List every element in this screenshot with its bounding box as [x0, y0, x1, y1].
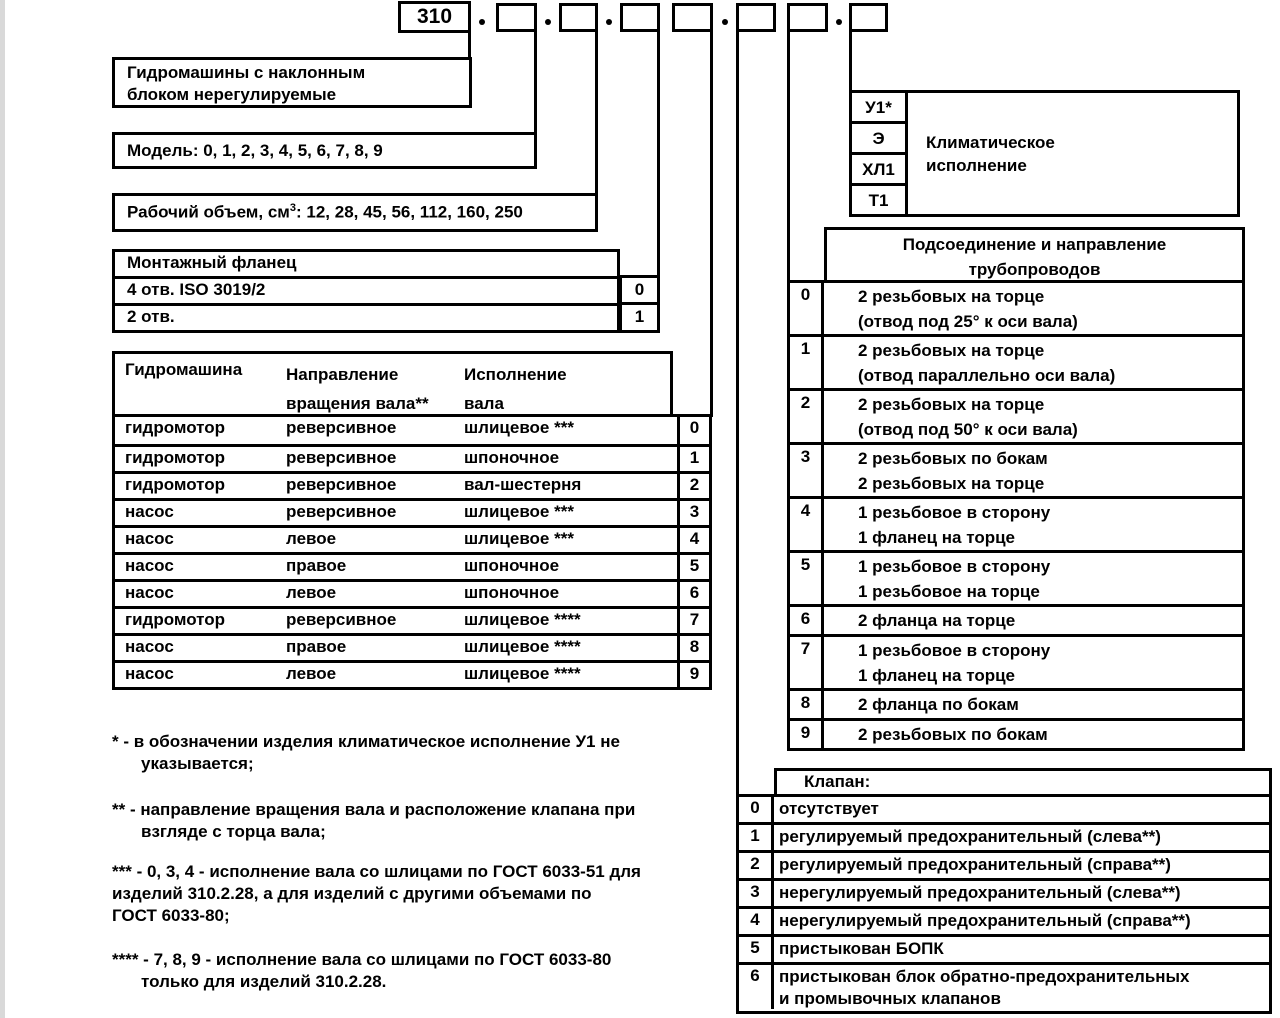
table-row: гидромотор реверсивное вал-шестерня 2 [115, 471, 709, 498]
row-desc: 2 резьбовых на торце (отвод под 25° к оси вала) [858, 287, 1078, 331]
row-desc: 2 фланца на торце [858, 611, 1016, 630]
pipes-title-line2: трубопроводов [968, 260, 1101, 279]
row-code: 9 [677, 663, 709, 687]
climate-label-line1: Климатическое [926, 132, 1055, 152]
table-row [790, 388, 1242, 442]
row-desc: 2 резьбовых по бокам [858, 725, 1048, 744]
col-header-rotation: Направление вращения вала** [286, 365, 429, 413]
flange-row-label: 2 отв. [127, 307, 175, 326]
row-desc: пристыкован блок обратно-предохранительных и промывочных клапанов [779, 967, 1190, 1008]
row-code: 8 [677, 636, 709, 660]
climate-code-cell: ХЛ1 [849, 152, 908, 186]
table-row: насос реверсивное шлицевое *** 3 [115, 498, 709, 525]
table-row [739, 906, 1269, 934]
row-desc: 2 резьбовых на торце (отвод под 50° к оси вала) [858, 395, 1078, 439]
shaft-table-header [112, 351, 673, 417]
table-row [790, 604, 1242, 634]
row-code: 2 [677, 474, 709, 498]
row-code: 6 [677, 582, 709, 606]
series-code-box [398, 1, 471, 33]
row-desc: регулируемый предохранительный (слева**) [779, 827, 1161, 846]
table-row [790, 550, 1242, 604]
climate-label-line2: исполнение [926, 155, 1027, 175]
code-box-shaft [672, 3, 713, 32]
climate-code-cell: Э [849, 121, 908, 155]
connector-flange [657, 31, 660, 278]
model-box [112, 132, 537, 169]
family-box [112, 57, 472, 108]
row-code: 9 [790, 721, 824, 748]
row-desc: 1 резьбовое в сторону 1 фланец на торце [858, 503, 1051, 547]
row-code: 1 [677, 447, 709, 471]
flange-code-cell [619, 275, 660, 305]
footnote-line: *** - 0, 3, 4 - исполнение вала со шлицами по ГОСТ 6033-51 для [112, 862, 641, 881]
table-row [739, 934, 1269, 962]
row-code: 3 [739, 881, 774, 906]
flange-code: 0 [634, 280, 645, 299]
table-row: насос правое шлицевое **** 8 [115, 633, 709, 660]
connector-model [534, 31, 537, 132]
footnote-line: взгляде с торца вала; [141, 822, 326, 841]
pipes-table [787, 227, 1245, 751]
footnote-line: указывается; [141, 754, 254, 773]
footnote-4 [112, 949, 611, 993]
row-code: 0 [790, 283, 824, 334]
scan-edge-artifact [0, 0, 5, 1018]
table-row: насос левое шпоночное 6 [115, 579, 709, 606]
code-separator-dot [836, 19, 842, 25]
code-box-valve [736, 3, 776, 32]
valve-body [736, 794, 1272, 1014]
flange-title: Монтажный фланец [127, 253, 297, 272]
row-desc: пристыкован БОПК [779, 939, 944, 958]
footnote-2 [112, 799, 635, 843]
connector-valve [736, 31, 739, 771]
valve-title: Клапан: [804, 772, 871, 791]
row-code: 5 [739, 937, 774, 962]
row-desc: 1 резьбовое в сторону 1 резьбовое на торце [858, 557, 1051, 601]
row-desc: 2 резьбовых по бокам 2 резьбовых на торце [858, 449, 1048, 493]
code-separator-dot [479, 19, 485, 25]
row-code: 1 [790, 337, 824, 388]
displacement-text: Рабочий объем, $см^3$: 12, 28, 45, 56, 112, 160, 250 [127, 202, 523, 222]
table-row [790, 718, 1242, 748]
row-desc: нерегулируемый предохранительный (справа**) [779, 911, 1191, 930]
displacement-box [112, 193, 598, 232]
valve-title-cell [774, 768, 1272, 797]
table-row [790, 334, 1242, 388]
climate-code-cell: У1* [849, 90, 908, 124]
table-row [790, 283, 1242, 334]
pipes-title-cell [824, 227, 1245, 283]
table-row [739, 797, 1269, 822]
table-row [790, 634, 1242, 688]
code-box-volume [559, 3, 598, 32]
footnote-line: изделий 310.2.28, а для изделий с другими объемами по [112, 884, 592, 903]
flange-code-cell [619, 302, 660, 333]
footnote-line: * - в обозначении изделия климатическое исполнение У1 не [112, 732, 620, 751]
row-code: 0 [739, 797, 774, 822]
family-line1: Гидромашины с наклонным [127, 63, 366, 82]
table-row: гидромотор реверсивное шпоночное 1 [115, 444, 709, 471]
footnote-line: ** - направление вращения вала и расположение клапана при [112, 800, 636, 819]
row-code: 0 [677, 417, 709, 444]
code-box-model [496, 3, 537, 32]
table-row [739, 878, 1269, 906]
footnote-line: ГОСТ 6033-80; [112, 906, 230, 925]
row-code: 3 [790, 445, 824, 496]
row-code: 8 [790, 691, 824, 718]
model-text: Модель: 0, 1, 2, 3, 4, 5, 6, 7, 8, 9 [127, 140, 383, 160]
table-row [790, 688, 1242, 718]
row-code: 6 [739, 965, 774, 1009]
footnote-line: только для изделий 310.2.28. [141, 972, 387, 991]
row-desc: 2 фланца по бокам [858, 695, 1019, 714]
table-row: насос правое шпоночное 5 [115, 552, 709, 579]
code-box-pipes [787, 3, 828, 32]
row-code: 4 [790, 499, 824, 550]
code-box-flange [620, 3, 660, 32]
code-separator-dot [545, 19, 551, 25]
row-desc: регулируемый предохранительный (справа**) [779, 855, 1171, 874]
row-desc: нерегулируемый предохранительный (слева**) [779, 883, 1181, 902]
shaft-table [112, 414, 712, 690]
row-code: 2 [790, 391, 824, 442]
footnote-1 [112, 731, 620, 775]
series-code: 310 [416, 5, 453, 28]
footnote-line: **** - 7, 8, 9 - исполнение вала со шлицами по ГОСТ 6033-80 [112, 950, 612, 969]
flange-code: 1 [634, 307, 645, 326]
table-row: гидромотор реверсивное шлицевое **** 7 [115, 606, 709, 633]
table-row [739, 822, 1269, 850]
table-row [790, 442, 1242, 496]
row-desc: отсутствует [779, 799, 879, 818]
table-row [115, 303, 617, 331]
row-code: 6 [790, 607, 824, 634]
row-code: 3 [677, 501, 709, 525]
row-code: 2 [739, 853, 774, 878]
table-row: насос левое шлицевое *** 4 [115, 525, 709, 552]
climate-code-cell: Т1 [849, 183, 908, 217]
row-code: 1 [739, 825, 774, 850]
row-code: 7 [677, 609, 709, 633]
footnote-3 [112, 861, 641, 927]
family-line2: блоком нерегулируемые [127, 85, 337, 104]
col-header-machine: Гидромашина [125, 360, 243, 379]
code-separator-dot [606, 19, 612, 25]
col-header-shaft: Исполнение вала [464, 365, 567, 413]
table-row: насос левое шлицевое **** 9 [115, 660, 709, 687]
flange-row-label: 4 отв. ISO 3019/2 [127, 280, 266, 299]
connector-family [468, 31, 471, 58]
connector-volume [595, 31, 598, 194]
table-row [790, 496, 1242, 550]
connector-pipes [787, 31, 790, 231]
row-code: 5 [790, 553, 824, 604]
flange-table [112, 249, 620, 333]
code-separator-dot [722, 19, 728, 25]
table-row: гидромотор реверсивное шлицевое *** 0 [115, 417, 709, 444]
connector-climate [849, 31, 852, 93]
climate-label-box [905, 90, 1240, 217]
row-code: 4 [677, 528, 709, 552]
row-code: 7 [790, 637, 824, 688]
table-row [739, 962, 1269, 1009]
connector-shaft [710, 31, 713, 417]
row-desc: 2 резьбовых на торце (отвод параллельно оси вала) [858, 341, 1116, 385]
row-desc: 1 резьбовое в сторону 1 фланец на торце [858, 641, 1051, 685]
climate-codes [849, 90, 908, 217]
table-row [739, 850, 1269, 878]
valve-table [736, 768, 1272, 1014]
row-code: 5 [677, 555, 709, 579]
pipes-title-line1: Подсоединение и направление [902, 235, 1167, 254]
pipes-body [787, 280, 1245, 751]
row-code: 4 [739, 909, 774, 934]
table-row [115, 276, 617, 303]
code-box-climate [849, 3, 888, 32]
